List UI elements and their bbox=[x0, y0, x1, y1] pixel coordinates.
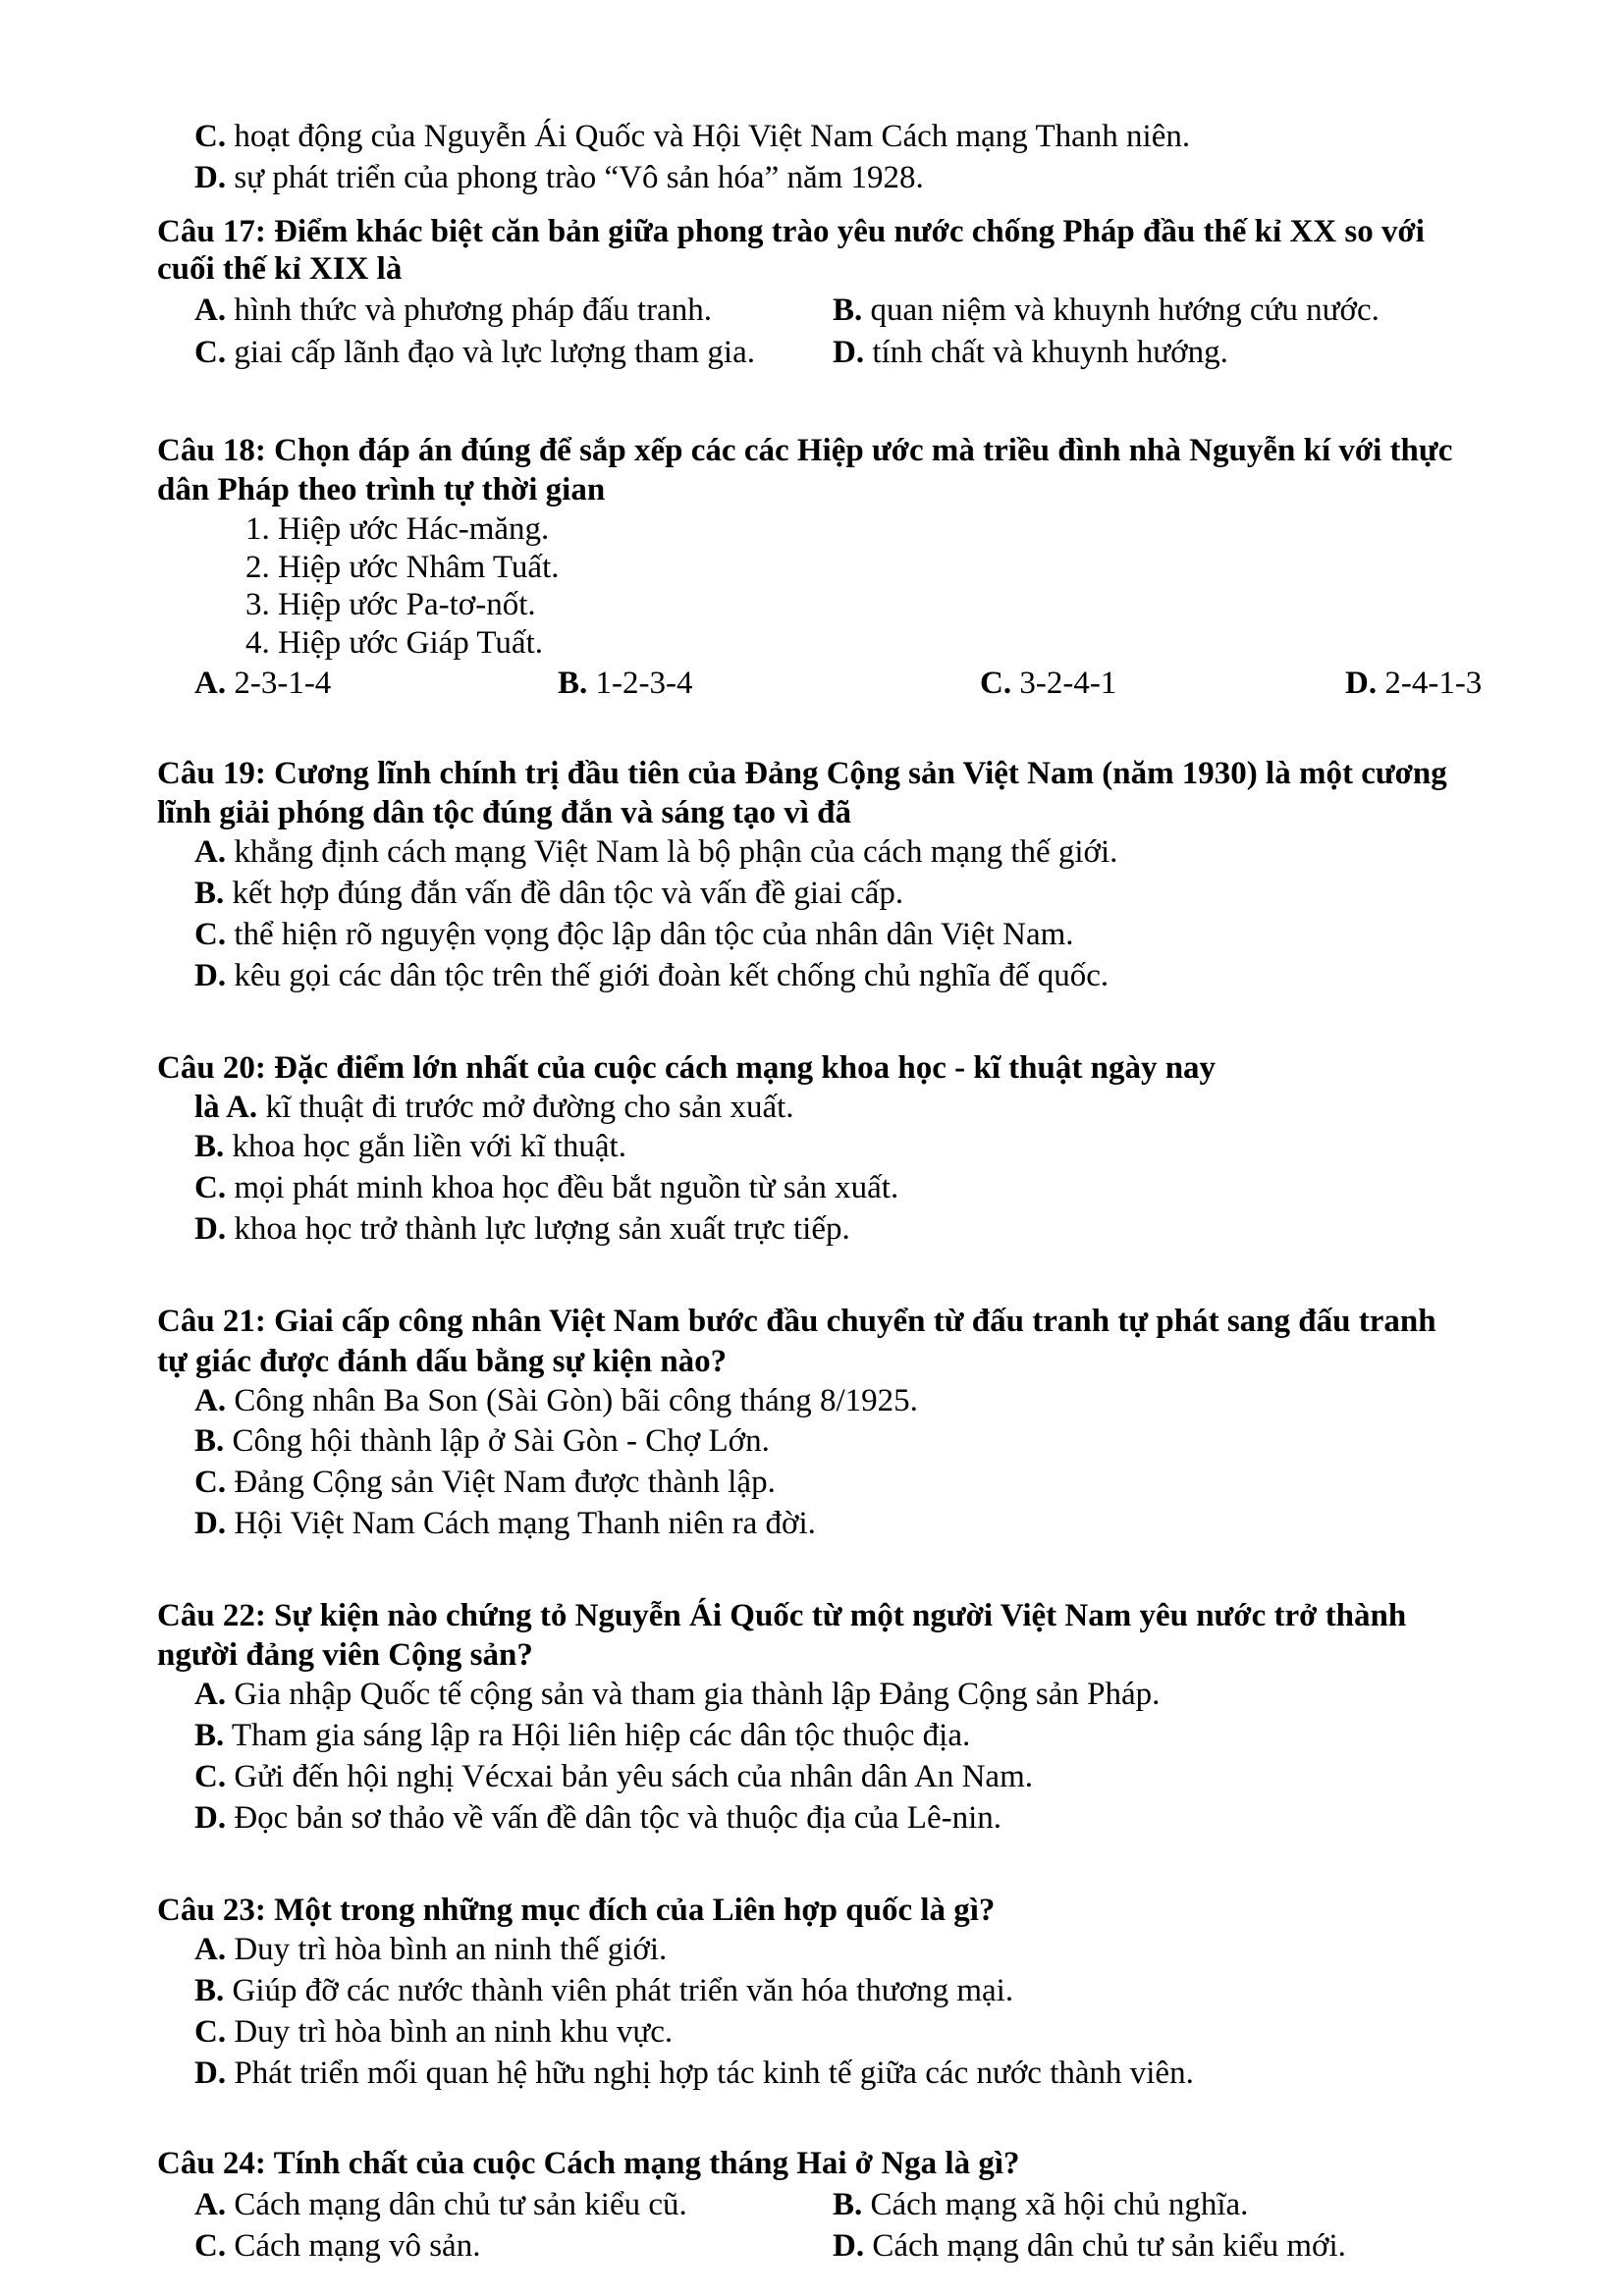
q20-option-a: là A. kĩ thuật đi trước mở đường cho sản xuất. bbox=[194, 1090, 794, 1125]
q22-option-d: D. Đọc bản sơ thảo về vấn đề dân tộc và thuộc địa của Lê-nin. bbox=[194, 1800, 1002, 1836]
q21-option-c: C. Đảng Cộng sản Việt Nam được thành lập. bbox=[194, 1465, 776, 1500]
question-19-title-cont: lĩnh giải phóng dân tộc đúng đắn và sáng tạo vì đã bbox=[157, 795, 852, 830]
question-20-title: Câu 20: Đặc điểm lớn nhất của cuộc cách mạng khoa học - kĩ thuật ngày nay bbox=[157, 1050, 1217, 1086]
q18-list-item: 4. Hiệp ước Giáp Tuất. bbox=[245, 625, 543, 661]
q18-option-c: C. 3-2-4-1 bbox=[980, 666, 1117, 701]
q20-option-c: C. mọi phát minh khoa học đều bắt nguồn từ sản xuất. bbox=[194, 1170, 899, 1205]
question-17-title-cont: cuối thế kỉ XIX là bbox=[157, 251, 403, 287]
q21-option-b: B. Công hội thành lập ở Sài Gòn - Chợ Lớn. bbox=[194, 1423, 770, 1459]
question-21-title: Câu 21: Giai cấp công nhân Việt Nam bước đầu chuyển từ đấu tranh tự phát sang đấu tranh bbox=[157, 1304, 1436, 1339]
q20-option-b: B. khoa học gắn liền với kĩ thuật. bbox=[194, 1129, 626, 1164]
question-23-title: Câu 23: Một trong những mục đích của Liên hợp quốc là gì? bbox=[157, 1893, 996, 1928]
q23-option-d: D. Phát triển mối quan hệ hữu nghị hợp tác kinh tế giữa các nước thành viên. bbox=[194, 2056, 1194, 2091]
q19-option-a: A. khẳng định cách mạng Việt Nam là bộ phận của cách mạng thế giới. bbox=[194, 834, 1118, 870]
q18-option-a: A. 2-3-1-4 bbox=[194, 666, 332, 701]
question-17-title: Câu 17: Điểm khác biệt căn bản giữa phong trào yêu nước chống Pháp đầu thế kỉ XX so với bbox=[157, 214, 1425, 249]
question-22-title-cont: người đảng viên Cộng sản? bbox=[157, 1637, 533, 1673]
q17-option-b: B. quan niệm và khuynh hướng cứu nước. bbox=[833, 293, 1380, 328]
q18-option-d: D. 2-4-1-3 bbox=[1345, 666, 1483, 701]
question-18-title: Câu 18: Chọn đáp án đúng để sắp xếp các các Hiệp ước mà triều đình nhà Nguyễn kí với thực bbox=[157, 433, 1453, 468]
q22-option-c: C. Gửi đến hội nghị Vécxai bản yêu sách của nhân dân An Nam. bbox=[194, 1759, 1033, 1794]
q23-option-a: A. Duy trì hòa bình an ninh thế giới. bbox=[194, 1932, 668, 1967]
q21-option-d: D. Hội Việt Nam Cách mạng Thanh niên ra đời. bbox=[194, 1506, 816, 1541]
q24-option-c: C. Cách mạng vô sản. bbox=[194, 2228, 481, 2264]
question-21-title-cont: tự giác được đánh dấu bằng sự kiện nào? bbox=[157, 1344, 728, 1379]
q18-list-item: 2. Hiệp ước Nhâm Tuất. bbox=[245, 550, 560, 585]
option-c: C. hoạt động của Nguyễn Ái Quốc và Hội Việt Nam Cách mạng Thanh niên. bbox=[194, 119, 1191, 154]
question-19-title: Câu 19: Cương lĩnh chính trị đầu tiên của Đảng Cộng sản Việt Nam (năm 1930) là một cương bbox=[157, 756, 1447, 791]
q19-option-c: C. thể hiện rõ nguyện vọng độc lập dân tộc của nhân dân Việt Nam. bbox=[194, 917, 1074, 952]
q22-option-a: A. Gia nhập Quốc tế cộng sản và tham gia thành lập Đảng Cộng sản Pháp. bbox=[194, 1677, 1161, 1712]
option-d: D. sự phát triển của phong trào “Vô sản hóa” năm 1928. bbox=[194, 160, 924, 195]
q24-option-d: D. Cách mạng dân chủ tư sản kiểu mới. bbox=[833, 2228, 1346, 2264]
question-24-title: Câu 24: Tính chất của cuộc Cách mạng tháng Hai ở Nga là gì? bbox=[157, 2146, 1020, 2181]
q18-list-item: 1. Hiệp ước Hác-măng. bbox=[245, 511, 550, 547]
q21-option-a: A. Công nhân Ba Son (Sài Gòn) bãi công tháng 8/1925. bbox=[194, 1383, 918, 1418]
q23-option-c: C. Duy trì hòa bình an ninh khu vực. bbox=[194, 2014, 674, 2050]
q19-option-d: D. kêu gọi các dân tộc trên thế giới đoàn kết chống chủ nghĩa đế quốc. bbox=[194, 958, 1109, 993]
question-22-title: Câu 22: Sự kiện nào chứng tỏ Nguyễn Ái Quốc từ một người Việt Nam yêu nước trở thành bbox=[157, 1598, 1407, 1633]
q17-option-d: D. tính chất và khuynh hướng. bbox=[833, 335, 1228, 370]
q24-option-b: B. Cách mạng xã hội chủ nghĩa. bbox=[833, 2187, 1249, 2222]
q19-option-b: B. kết hợp đúng đắn vấn đề dân tộc và vấn đề giai cấp. bbox=[194, 876, 904, 911]
q23-option-b: B. Giúp đỡ các nước thành viên phát triển văn hóa thương mại. bbox=[194, 1973, 1014, 2008]
q18-list-item: 3. Hiệp ước Pa-tơ-nốt. bbox=[245, 587, 536, 622]
q17-option-a: A. hình thức và phương pháp đấu tranh. bbox=[194, 293, 713, 328]
q18-option-b: B. 1-2-3-4 bbox=[558, 666, 693, 701]
q24-option-a: A. Cách mạng dân chủ tư sản kiểu cũ. bbox=[194, 2187, 687, 2222]
q20-option-d: D. khoa học trở thành lực lượng sản xuất trực tiếp. bbox=[194, 1211, 850, 1247]
q17-option-c: C. giai cấp lãnh đạo và lực lượng tham gia. bbox=[194, 335, 755, 370]
q22-option-b: B. Tham gia sáng lập ra Hội liên hiệp các dân tộc thuộc địa. bbox=[194, 1718, 971, 1753]
question-18-title-cont: dân Pháp theo trình tự thời gian bbox=[157, 472, 606, 507]
